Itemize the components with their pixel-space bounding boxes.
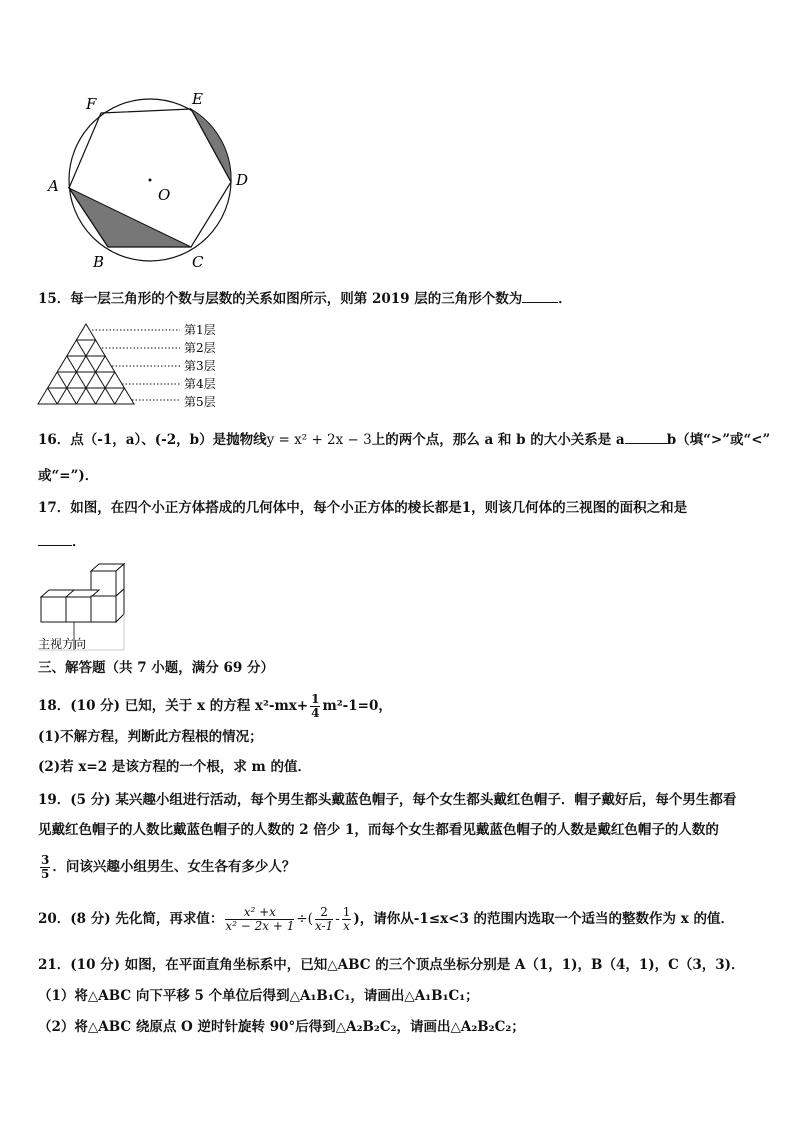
q19-line1: 19．(5 分) 某兴趣小组进行活动，每个男生都头戴蓝色帽子，每个女生都头戴红色帽子．帽子戴好后，每个男生都看 — [38, 792, 737, 808]
q20-fraction-1: $\frac{\text{x² +x}}{\text{x² − 2x + 1}}$ — [225, 905, 295, 933]
q15-text: 15．每一层三角形的个数与层数的关系如图所示，则第 2019 层的三角形个数为 ． — [38, 291, 572, 307]
q16-line2: 或“=”)． — [38, 468, 99, 484]
layer-2-label: 第2层 — [184, 341, 216, 355]
q17-text: 17．如图，在四个小正方体搭成的几何体中，每个小正方体的棱长都是1，则该几何体的三视图的面积之和是 — [38, 500, 688, 516]
q18-sub2: (2)若 x=2 是该方程的一个根，求 m 的值． — [38, 759, 312, 775]
cubes-figure — [36, 560, 136, 655]
q19-fraction: $\frac{3}{5}$ — [41, 853, 50, 881]
label-D: D — [236, 171, 249, 189]
section-3-heading: 三、解答题（共 7 小题，满分 69 分） — [38, 660, 274, 676]
label-A: A — [48, 177, 59, 195]
q20-text: 20．(8 分) 先化简，再求值： $\frac{\text{x² +x}}{\text{x² − 2x + 1}}$ ÷( $\frac{2}{x-1}$ - $\frac{1}{x}$ )，请你从-1≤x<3 的范围内选取一个适当的整数作为 x 的值． — [38, 905, 734, 933]
label-O: O — [158, 186, 171, 204]
layer-4-label: 第4层 — [184, 377, 216, 391]
label-C: C — [192, 253, 204, 271]
view-direction-caption: 主视方向 — [38, 637, 87, 651]
parabola-formula: y = x² + 2x − 3 — [266, 432, 372, 448]
q18-text: 18．(10 分) 已知，关于 x 的方程 x²-mx+ $\frac{1}{4}$ m²-1=0， — [38, 692, 392, 720]
layer-1-label: 第1层 — [184, 323, 216, 337]
layer-5-label: 第5层 — [184, 395, 216, 409]
q21-line2: （1）将△ABC 向下平移 5 个单位后得到△A₁B₁C₁，请画出△A₁B₁C₁； — [38, 988, 479, 1004]
q18-sub1: (1)不解方程，判断此方程根的情况； — [38, 729, 263, 745]
q17-blank: ． — [38, 532, 86, 552]
triangle-layers-figure — [36, 318, 236, 413]
layer-3-label: 第3层 — [184, 359, 216, 373]
label-E: E — [192, 90, 203, 108]
q20-fraction-3: $\frac{1}{x}$ — [342, 905, 351, 933]
q21-line3: （2）将△ABC 绕原点 O 逆时针旋转 90°后得到△A₂B₂C₂，请画出△A₂B₂C₂； — [38, 1019, 525, 1035]
label-B: B — [93, 253, 105, 271]
q19-line3: $\frac{3}{5}$ ．问该兴趣小组男生、女生各有多少人？ — [41, 853, 296, 881]
hexagon-circle-figure — [40, 85, 250, 275]
q18-fraction: $\frac{1}{4}$ — [311, 692, 320, 720]
label-F: F — [86, 95, 97, 113]
q16-line1: 16．点（-1，a）、(-2，b）是抛物线y = x² + 2x − 3上的两个点，那么 a 和 b 的大小关系是 a b（填“>”或“<” — [38, 432, 771, 448]
q20-fraction-2: $\frac{2}{x-1}$ — [314, 905, 334, 933]
q19-line2: 见戴红色帽子的人数比戴蓝色帽子的人数的 2 倍少 1，而每个女生都看见戴蓝色帽子的人数是戴红色帽子的人数的 — [38, 822, 719, 838]
q21-line1: 21．(10 分) 如图，在平面直角坐标系中，已知△ABC 的三个顶点坐标分别是 A（1，1)，B（4，1)，C（3，3)． — [38, 957, 745, 973]
